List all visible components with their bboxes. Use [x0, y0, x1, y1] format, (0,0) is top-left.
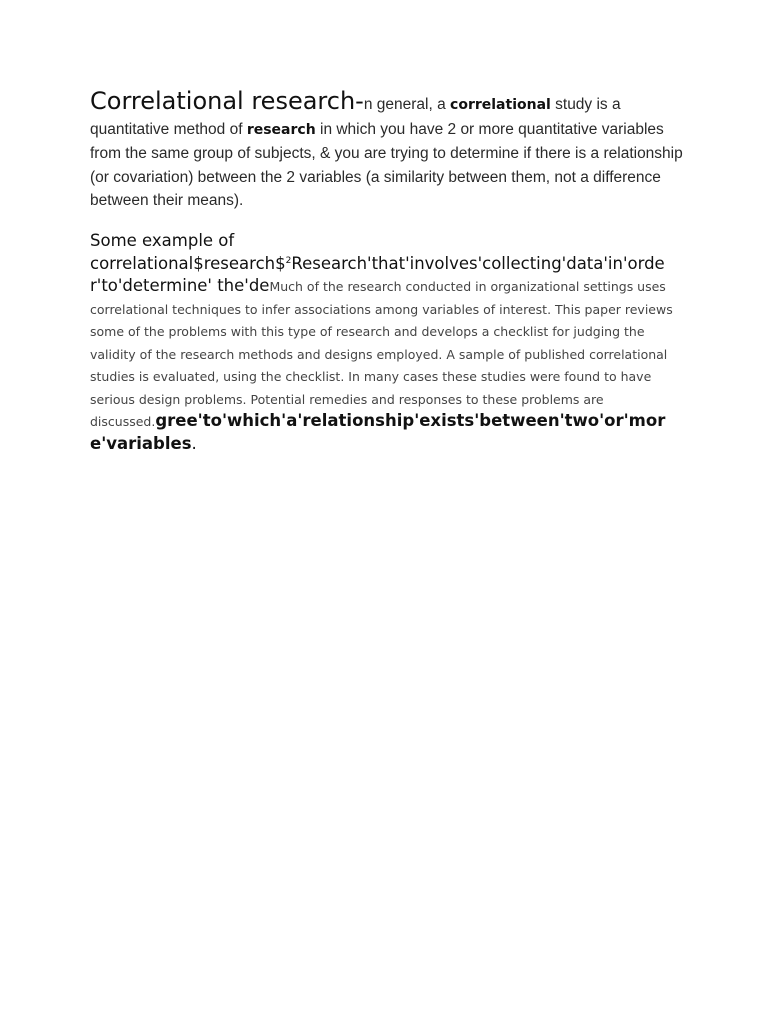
example-line-a: correlational$research$: [90, 253, 286, 273]
document-title: Correlational research-: [90, 87, 364, 115]
example-line-b: Research'that'involves'collecting'data'in'order'to'determine' the'de: [90, 253, 665, 295]
superscript-marker: 2: [285, 255, 292, 266]
example-paragraph: [90, 230, 682, 455]
abstract-text: Much of the research conducted in organizational settings uses correlational techniques to infer associations among variables of interest. This paper reviews some of the problems with this type of research and develops a checklist for judging the validity of the research methods and designs employed. A sample of published correlational studies is evaluated, using the checklist. In many cases these studies were found to have serious design problems. Potential remedies and responses to these problems are discussed.: [90, 279, 673, 429]
intro-paragraph: [90, 87, 690, 213]
example-heading: Some example of: [90, 231, 235, 250]
intro-text-3: in which you have 2 or more quantitative variables from the same group of subjects, & you are trying to determine if there is a relationship (or covariation) between the 2 variables (a similarity between them, not a difference between their means).: [90, 120, 683, 209]
example-line-end: .: [191, 433, 197, 453]
intro-bold-correlational: correlational: [450, 97, 551, 113]
intro-bold-research: research: [246, 121, 316, 138]
example-line-c: gree'to'which'a'relationship'exists'between'two'or'more'variables: [90, 411, 666, 453]
intro-text-1: n general, a: [363, 96, 451, 113]
intro-text-2: study is a quantitative method of: [90, 96, 621, 138]
